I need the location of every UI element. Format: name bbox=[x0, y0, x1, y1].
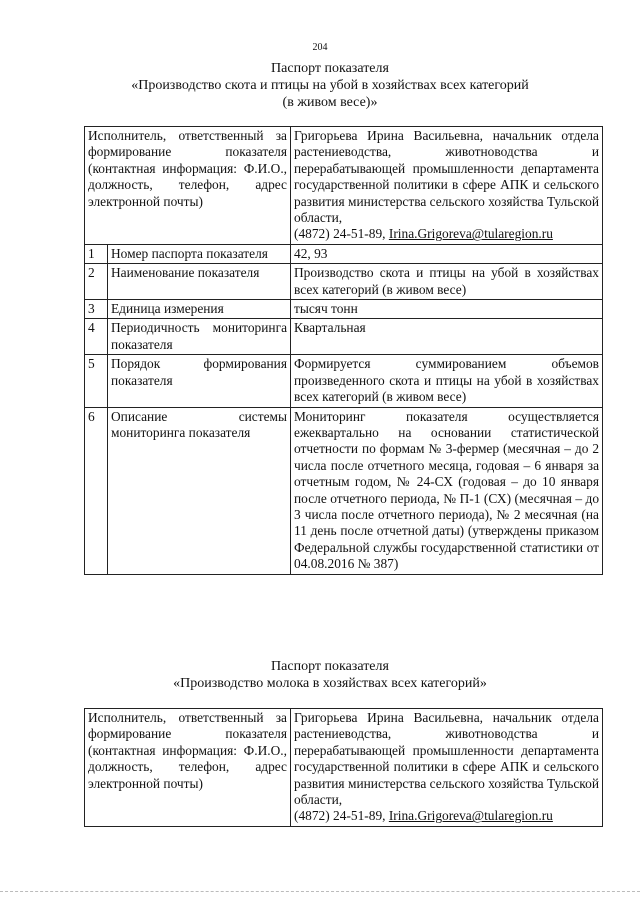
passport1-title-line3: (в живом весе)» bbox=[282, 95, 378, 110]
passport1-table bbox=[84, 126, 603, 575]
row-label: Единица измерения bbox=[108, 300, 291, 319]
page-footer-divider bbox=[0, 891, 640, 892]
passport2-executor-phone: (4872) 24-51-89, bbox=[294, 808, 389, 824]
passport2-executor-email[interactable]: Irina.Grigoreva@tularegion.ru bbox=[388, 808, 553, 824]
passport2-executor-value: Григорьева Ирина Васильевна, начальник отдела растениеводства, животноводства и перерабатывающей промышленности департамента государственной политики в сфере АПК и сельского развития министерства сельского хозяйства Тульской области, bbox=[294, 710, 599, 808]
row-label: Порядок формирования показателя bbox=[108, 355, 291, 407]
passport2-executor-row bbox=[85, 709, 603, 827]
passport2-title bbox=[60, 658, 600, 692]
row-value: тысяч тонн bbox=[291, 300, 603, 319]
row-number: 6 bbox=[85, 407, 108, 574]
row-number: 5 bbox=[85, 355, 108, 407]
passport1-executor-cell bbox=[291, 127, 603, 245]
passport1-executor-row bbox=[85, 127, 603, 245]
passport2-title-line1: Паспорт показателя bbox=[271, 659, 389, 674]
row-label: Номер паспорта показателя bbox=[108, 244, 291, 263]
table-row bbox=[85, 300, 603, 319]
passport2-executor-label: Исполнитель, ответственный за формирование показателя (контактная информация: Ф.И.О., должность, телефон, адрес электронной почты) bbox=[85, 709, 291, 827]
passport2-executor-cell bbox=[291, 709, 603, 827]
passport2-title-line2: «Производство молока в хозяйствах всех категорий» bbox=[173, 676, 487, 691]
passport1-executor-phone: (4872) 24-51-89, bbox=[294, 226, 389, 242]
table-row bbox=[85, 355, 603, 407]
table-row bbox=[85, 264, 603, 300]
table-row bbox=[85, 407, 603, 574]
row-number: 1 bbox=[85, 244, 108, 263]
table-row bbox=[85, 319, 603, 355]
page-number: 204 bbox=[312, 42, 328, 53]
row-value: Квартальная bbox=[291, 319, 603, 355]
passport1-executor-value: Григорьева Ирина Васильевна, начальник отдела растениеводства, животноводства и перерабатывающей промышленности департамента государственной политики в сфере АПК и сельского развития министерства сельского хозяйства Тульской области, bbox=[294, 128, 600, 226]
passport1-title bbox=[60, 60, 600, 111]
table-row bbox=[85, 244, 603, 263]
row-number: 4 bbox=[85, 319, 108, 355]
passport1-executor-label: Исполнитель, ответственный за формирование показателя (контактная информация: Ф.И.О., должность, телефон, адрес электронной почты) bbox=[85, 127, 291, 245]
row-label: Описание системы мониторинга показателя bbox=[108, 407, 291, 574]
passport1-executor-email[interactable]: Irina.Grigoreva@tularegion.ru bbox=[388, 226, 553, 242]
row-value: 42, 93 bbox=[291, 244, 603, 263]
row-value: Производство скота и птицы на убой в хозяйствах всех категорий (в живом весе) bbox=[291, 264, 603, 300]
row-number: 2 bbox=[85, 264, 108, 300]
row-label: Наименование показателя bbox=[108, 264, 291, 300]
passport1-title-line2: «Производство скота и птицы на убой в хозяйствах всех категорий bbox=[131, 78, 529, 93]
passport1-title-line1: Паспорт показателя bbox=[271, 61, 389, 76]
row-number: 3 bbox=[85, 300, 108, 319]
row-label: Периодичность мониторинга показателя bbox=[108, 319, 291, 355]
row-value: Мониторинг показателя осуществляется ежеквартально на основании статистической отчетности по формам № 3-фермер (месячная – до 2 числа после отчетного месяца, годовая – 6 января за отчетным годом, № 24-СХ (годовая – до 10 января после отчетного периода, № П-1 (СХ) (месячная – до 3 числа после отчетного периода), № 2 месячная (на 11 день после отчетной даты) (утверждены приказом Федеральной службы государственной статистики от 04.08.2016 № 387) bbox=[291, 407, 603, 574]
passport2-table bbox=[84, 708, 603, 827]
row-value: Формируется суммированием объемов произведенного скота и птицы на убой в хозяйствах всех категорий (в живом весе) bbox=[291, 355, 603, 407]
